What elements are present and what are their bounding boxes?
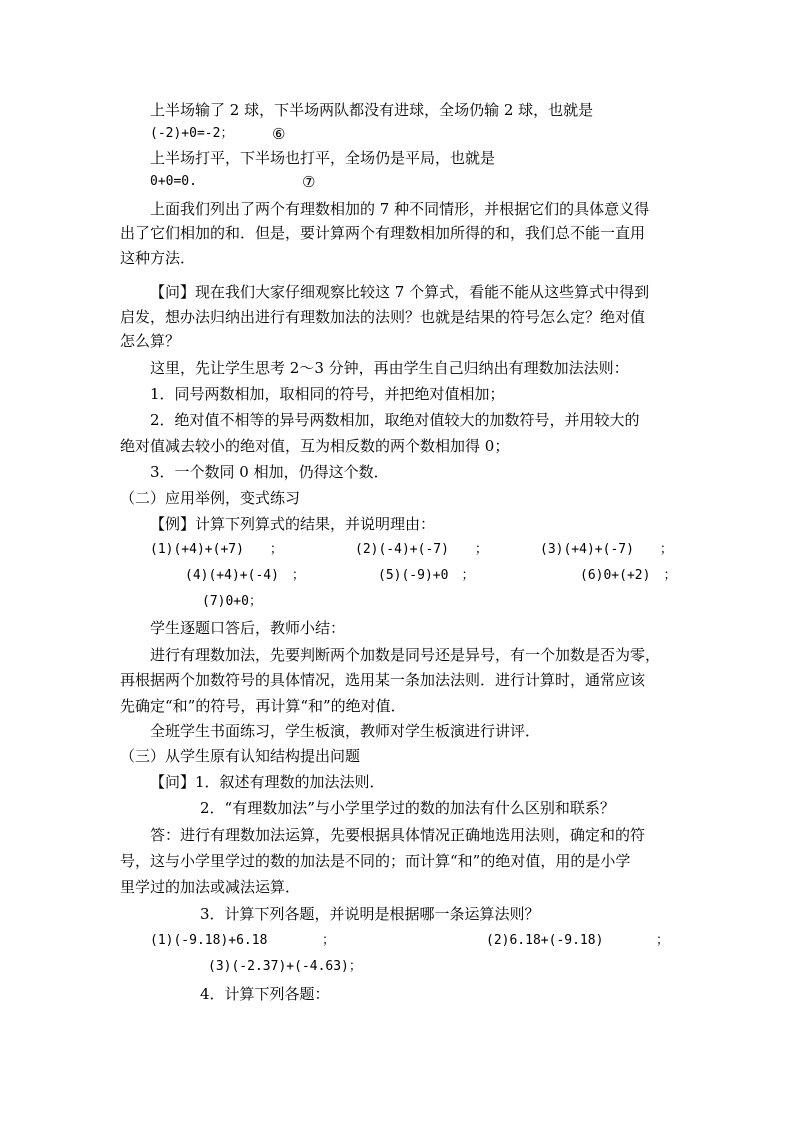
paragraph-line: 再根据两个加数符号的具体情况，选用某一条加法法则．进行计算时，通常应该: [120, 671, 646, 689]
paragraph-line: 启发，想办法归纳出进行有理数加法的法则？也就是结果的符号怎么定？绝对值: [120, 308, 646, 326]
rule-1: 1．同号两数相加，取相同的符号，并把绝对值相加；: [150, 385, 505, 403]
equation-7: 0+0=0.: [150, 174, 197, 189]
problem-3: (3)(-2.37)+(-4.63)；: [208, 959, 362, 974]
exercise-1: (1)(+4)+(+7) ；: [150, 542, 283, 557]
paragraph-line: 怎么算？: [120, 332, 181, 350]
paragraph-line: 上面我们列出了两个有理数相加的 7 种不同情形，并根据它们的具体意义得: [150, 200, 650, 218]
paragraph-line: 上半场输了 2 球，下半场两队都没有进球，全场仍输 2 球，也就是: [150, 101, 594, 119]
rule-3: 3．一个数同 0 相加，仍得这个数．: [150, 463, 389, 481]
equation-number-6: ⑥: [272, 125, 286, 143]
exercise-5: (5)(-9)+0 ；: [378, 568, 475, 583]
section-heading: （二）应用举例，变式练习: [120, 489, 301, 507]
question-heading: 【问】1．叙述有理数的加法法则．: [150, 773, 385, 791]
section-heading: （三）从学生原有认知结构提出问题: [120, 747, 361, 765]
exercise-7: (7)0+0；: [202, 594, 262, 609]
example-heading: 【例】计算下列算式的结果，并说明理由：: [150, 515, 436, 533]
question-4: 4．计算下列各题：: [200, 985, 330, 1003]
paragraph-line: 出了它们相加的和．但是，要计算两个有理数相加所得的和，我们总不能一直用: [120, 224, 646, 242]
paragraph-line: 学生逐题口答后，教师小结：: [150, 619, 346, 637]
exercise-6: (6)0+(+2) ；: [580, 568, 677, 583]
answer-paragraph: 答：进行有理数加法运算，先要根据具体情况正确地选用法则，确定和的符: [150, 826, 646, 844]
question-2: 2．“有理数加法”与小学里学过的数的加法有什么区别和联系？: [200, 799, 615, 817]
question-3: 3．计算下列各题，并说明是根据哪一条运算法则？: [200, 905, 540, 923]
problem-2: (2)6.18+(-9.18): [486, 933, 604, 948]
paragraph-line: 全班学生书面练习，学生板演，教师对学生板演进行讲评．: [150, 722, 541, 740]
paragraph-line: 这种方法．: [120, 249, 196, 267]
equation-6: (-2)+0=-2；: [150, 126, 234, 141]
paragraph-line: 号，这与小学里学过的数的加法是不同的；而计算“和”的绝对值，用的是小学: [120, 852, 631, 870]
exercise-4: (4)(+4)+(-4) ；: [185, 568, 305, 583]
paragraph-line: 里学过的加法或减法运算．: [120, 878, 301, 896]
problem-1-semicolon: ；: [322, 933, 336, 948]
rule-2: 2．绝对值不相等的异号两数相加，取绝对值较大的加数符号，并用较大的: [150, 411, 640, 429]
paragraph-line: 这里，先让学生思考 2～3 分钟，再由学生自己归纳出有理数加法法则：: [150, 359, 629, 377]
paragraph-line: 先确定“和”的符号，再计算“和”的绝对值．: [120, 697, 406, 715]
problem-1: (1)(-9.18)+6.18: [150, 933, 268, 948]
exercise-3: (3)(+4)+(-7) ；: [540, 542, 673, 557]
paragraph-line: 进行有理数加法，先要判断两个加数是同号还是异号，有一个加数是否为零，: [150, 646, 661, 664]
equation-number-7: ⑦: [302, 173, 316, 191]
question-paragraph: 【问】现在我们大家仔细观察比较这 7 个算式，看能不能从这些算式中得到: [150, 283, 650, 301]
exercise-2: (2)(-4)+(-7) ；: [355, 542, 488, 557]
paragraph-line: 上半场打平，下半场也打平，全场仍是平局，也就是: [150, 149, 496, 167]
problem-2-semicolon: ；: [656, 933, 670, 948]
paragraph-line: 绝对值减去较小的绝对值，互为相反数的两个数相加得 0；: [120, 437, 510, 455]
